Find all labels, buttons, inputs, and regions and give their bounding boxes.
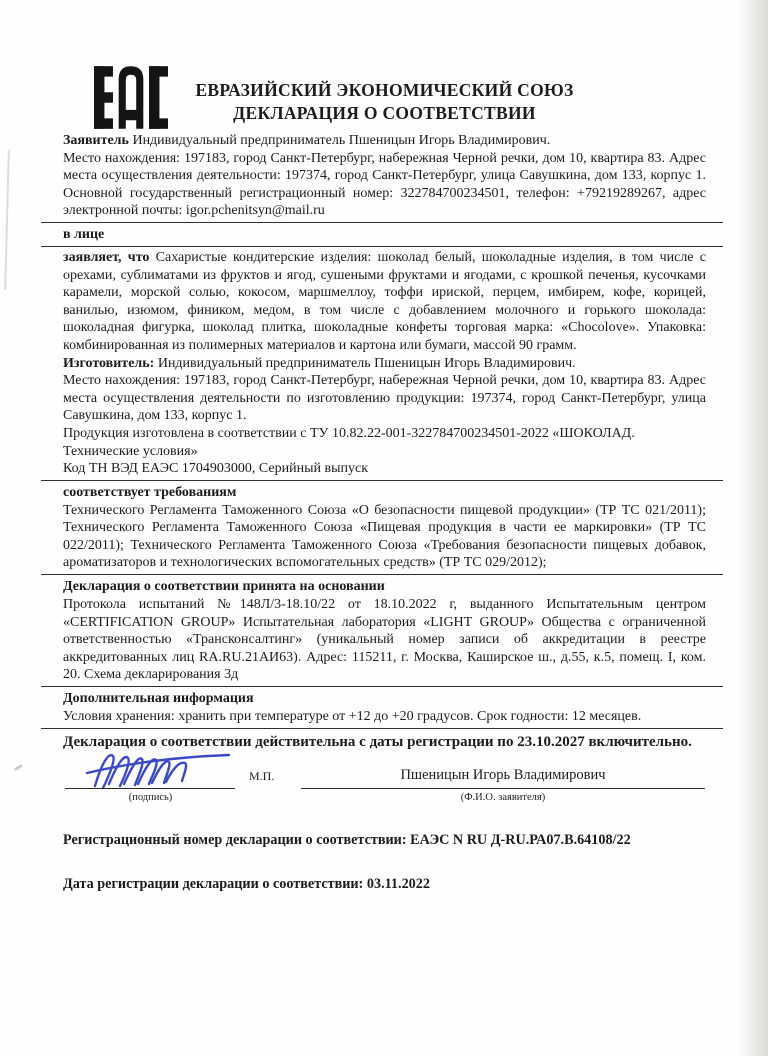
declaration-document: [63, 64, 706, 893]
signature-block: [63, 759, 706, 815]
union-title: ЕВРАЗИЙСКИЙ ЭКОНОМИЧЕСКИЙ СОЮЗ: [195, 80, 574, 100]
divider: [41, 574, 723, 575]
registration-number-label: Регистрационный номер декларации о соответствии:: [63, 831, 407, 848]
manufacturer-name: Индивидуальный предприниматель Пшеницын Игорь Владимирович.: [154, 355, 576, 371]
divider: [41, 480, 723, 481]
signature-line: [65, 788, 235, 789]
tu-line: Продукция изготовлена в соответствии с ТУ 10.82.22-001-322784700234501-2022 «ШОКОЛАД. Технические условия»: [63, 425, 635, 459]
declares-paragraph: [63, 249, 706, 355]
manufacturer-line: [63, 355, 706, 373]
product-description: Сахаристые кондитерские изделия: шоколад белый, шоколадные изделия, в том числе с орехами, сублиматами из фруктов и ягод, сушеными фруктами и ягодами, с крошкой печенья, кусочками карамели, морской солью, кокосом, маршмеллоу, тоффи ириской, перцем, имбирем, кофе, корицей, ванилью, изюмом, фиником, медом, в том числе с добавлением молочного и горького шоколада: шоколадная фигурка, шоколад плитка, шоколадные конфеты торговая марка: «Chocolove». Упаковка: комбинированная из полимерных материалов и картона или бумаги, массой 90 грамм.: [63, 249, 706, 353]
stamp-placeholder: М.П.: [249, 768, 275, 783]
document-title: ДЕКЛАРАЦИЯ О СООТВЕТСТВИИ: [233, 103, 536, 123]
divider: [41, 246, 723, 247]
registration-number-value: ЕАЭС N RU Д-RU.РА07.В.64108/22: [406, 831, 631, 848]
fio-caption: (Ф.И.О. заявителя): [460, 791, 546, 803]
applicant-name: Индивидуальный предприниматель Пшеницын Игорь Владимирович.: [128, 133, 551, 148]
tn-ved-line: Код ТН ВЭД ЕАЭС 1704903000, Серийный выпуск: [63, 461, 368, 477]
scan-edge-artifact: [738, 0, 768, 1056]
storage-conditions: Условия хранения: хранить при температуре от +12 до +20 градусов. Срок годности: 12 месяцев.: [63, 709, 642, 725]
registration-date-line: [63, 875, 706, 893]
conforms-text: Технического Регламента Таможенного Союза «О безопасности пищевой продукции» (ТР ТС 021/2011); Технического Регламента Таможенного Союза «Пищевая продукция в части ее маркировки» (ТР ТС 022/2011); Технического Регламента Таможенного Союза «Требования безопасности пищевых добавок, ароматизаторов и технологических вспомогательных средств» (ТР ТС 029/2012);: [63, 502, 706, 571]
manufacturer-label: Изготовитель:: [63, 355, 155, 371]
in-face-label: в лице: [63, 226, 105, 242]
signature-caption: (подпись): [128, 791, 173, 803]
declares-label: заявляет, что: [63, 249, 150, 265]
registration-number-line: [63, 831, 706, 849]
scan-edge-artifact: [4, 150, 10, 290]
validity-statement: Декларация о соответствии действительна с даты регистрации по 23.10.2027 включительно.: [63, 733, 692, 750]
document-header: [63, 64, 706, 132]
divider: [41, 222, 723, 223]
applicant-fio: Пшеницын Игорь Владимирович: [400, 766, 606, 783]
applicant-line: [63, 132, 706, 150]
manufacturer-address: Место нахождения: 197183, город Санкт-Петербург, набережная Черной речки, дом 10, квартира 83. Адрес места осуществления деятельности по изготовлению продукции: 197374, город Санкт-Петербург, улица Савушкина, дом 133, корпус 1.: [63, 373, 706, 424]
registration-date-value: 03.11.2022: [363, 875, 430, 892]
applicant-label: Заявитель: [63, 133, 129, 148]
scan-mark-artifact: [14, 764, 23, 771]
divider: [41, 728, 723, 729]
basis-text: Протокола испытаний №148Л/3-18.10/22 от 18.10.2022 г, выданного Испытательным центром «CERTIFICATION GROUP» Испытательная лаборатория «LIGHT GROUP» Общества с ограниченной ответственностью «Трансконсалтинг» (уникальный номер записи об аккредитации в реестре аккредитованных лиц RA.RU.21АИ63). Адрес: 115211, г. Москва, Каширское ш., д.55, к.5, помещ. I, ком. 20. Схема декларирования 3д: [63, 597, 706, 683]
basis-header: Декларация о соответствии принята на основании: [63, 579, 385, 595]
conforms-header: соответствует требованиям: [63, 484, 237, 500]
applicant-details: Место нахождения: 197183, город Санкт-Петербург, набережная Черной речки, дом 10, квартира 83. Адрес места осуществления деятельности: 197374, город Санкт-Петербург, улица Савушкина, дом 133, корпус 1. Основной государственный регистрационный номер: 322784700234501, телефон: +79219289267, адрес электронной почты: igor.pchenitsyn@mail.ru: [63, 150, 706, 219]
eac-logo-icon: [94, 66, 168, 129]
handwritten-signature: [85, 746, 233, 792]
fio-line: [301, 788, 705, 789]
registration-date-label: Дата регистрации декларации о соответствии:: [63, 875, 364, 892]
divider: [41, 686, 723, 687]
additional-info-header: Дополнительная информация: [63, 691, 254, 707]
